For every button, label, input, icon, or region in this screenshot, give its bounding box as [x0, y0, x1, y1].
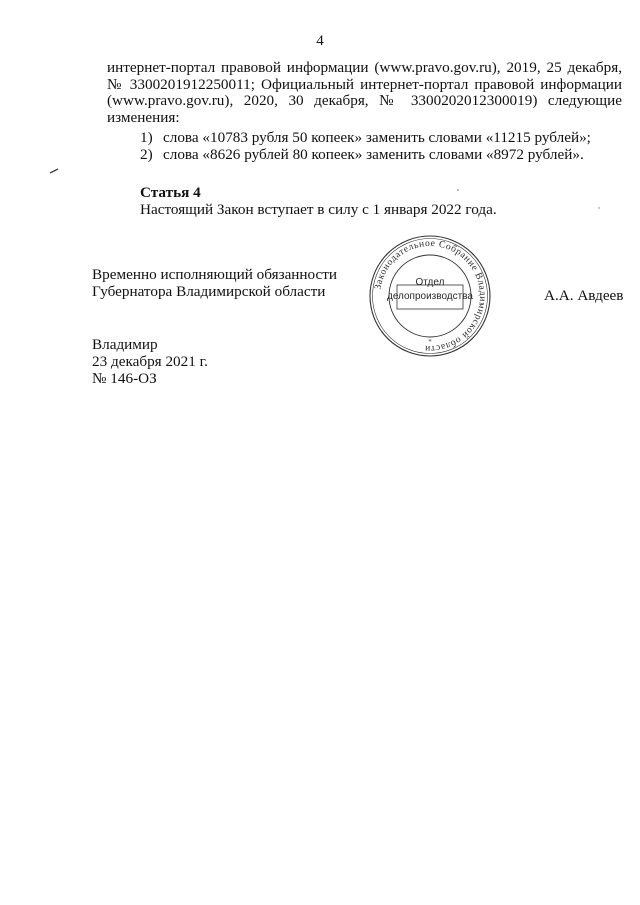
- speck-mark: [596, 206, 602, 210]
- list-item-number: 1): [140, 129, 153, 146]
- changes-list: [140, 130, 591, 163]
- svg-text:*: *: [428, 338, 432, 346]
- stamp-ring-text: Законодательное Собрание Владимирской области: [372, 237, 489, 355]
- intro-paragraph: интернет-портал правовой информации (www.pravo.gov.ru), 2019, 25 декабря, № 3300201912250011; Официальный интернет-портал правовой информации (www.pravo.gov.ru), 2020, 30 декабря, № 3300202012300019) следующие изменения:: [107, 59, 622, 126]
- article-heading: Статья 4: [140, 184, 201, 201]
- list-item-text: слова «10783 рубля 50 копеек» заменить словами «11215 рублей»;: [163, 129, 591, 146]
- signatory-name: А.А. Авдеев: [544, 287, 624, 304]
- list-item: [140, 147, 591, 164]
- stamp-center-line: делопроизводства: [386, 291, 473, 302]
- signatory-title-line: Временно исполняющий обязанности: [92, 266, 338, 283]
- city: Владимир: [92, 336, 158, 353]
- signatory-title: [92, 266, 337, 300]
- list-item-text: слова «8626 рублей 80 копеек» заменить словами «8972 рублей».: [163, 145, 584, 163]
- speck-mark: [455, 188, 461, 192]
- office-stamp: [360, 234, 500, 358]
- stamp-center-line: Отдел: [415, 277, 445, 288]
- adoption-date: 23 декабря 2021 г.: [92, 353, 208, 370]
- article-text: Настоящий Закон вступает в силу с 1 января 2022 года.: [140, 201, 497, 218]
- margin-mark: [48, 166, 62, 176]
- signatory-title-line: Губернатора Владимирской области: [92, 283, 326, 300]
- list-item: [140, 130, 591, 147]
- page-number: 4: [316, 33, 324, 49]
- list-item-number: 2): [140, 145, 153, 163]
- adoption-details: [92, 336, 208, 387]
- law-number: № 146-ОЗ: [92, 370, 157, 387]
